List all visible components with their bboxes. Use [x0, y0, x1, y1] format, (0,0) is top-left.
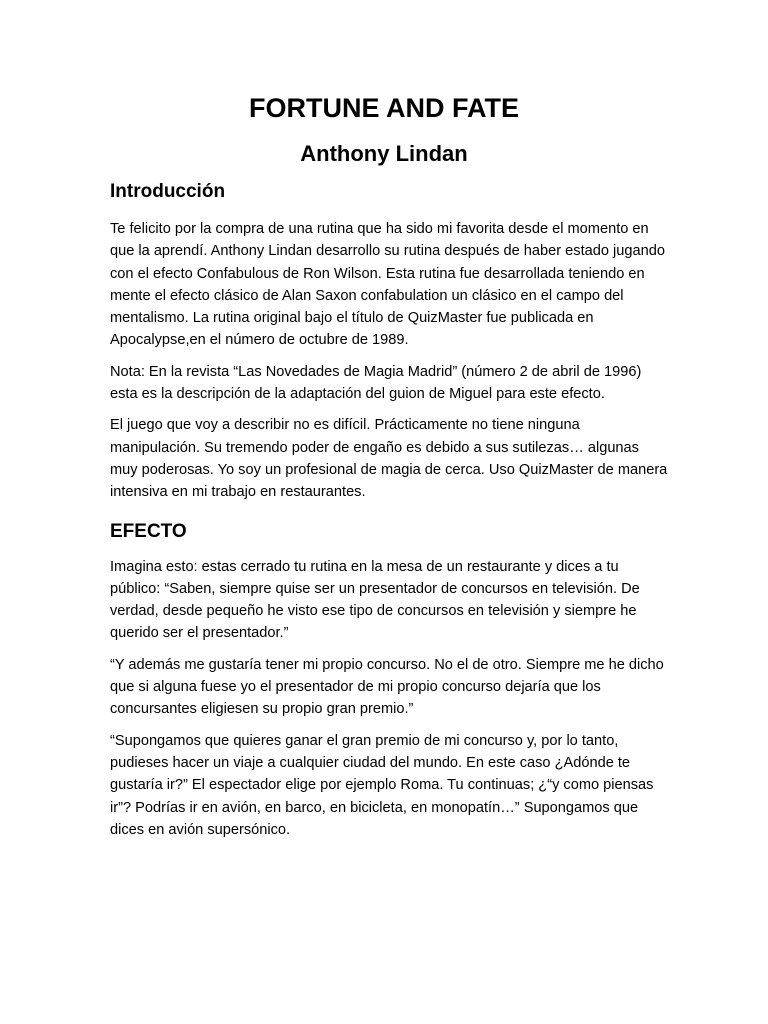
section-introduccion [110, 178, 670, 504]
document-body [110, 178, 670, 850]
document-title: FORTUNE AND FATE [249, 93, 519, 123]
paragraph: El juego que voy a describir no es difícil. Prácticamente no tiene ninguna manipulación. Su tremendo poder de engaño es debido a sus sutilezas… algunas muy poderosas. Yo soy un profesional de magia de cerca. Uso QuizMaster de manera intensiva en mi trabajo en restaurantes. [110, 417, 668, 501]
paragraph: “Supongamos que quieres ganar el gran premio de mi concurso y, por lo tanto, pudieses hacer un viaje a cualquier ciudad del mundo. En este caso ¿Adónde te gustaría ir?” El espectador elige por ejemplo Roma. Tu continuas; ¿“y como piensas ir”? Podrías ir en avión, en barco, en bicicleta, en monopatín…” Supongamos que dices en avión supersónico. [110, 732, 654, 838]
paragraph: “Y además me gustaría tener mi propio concurso. No el de otro. Siempre me he dicho que si alguna fuese yo el presentador de mi propio concurso dejaría que los concursantes eligiesen su propio gran premio.” [110, 656, 664, 718]
paragraph: Nota: En la revista “Las Novedades de Magia Madrid” (número 2 de abril de 1996) esta es la descripción de la adaptación del guion de Miguel para este efecto. [110, 363, 642, 403]
paragraph: Imagina esto: estas cerrado tu rutina en la mesa de un restaurante y dices a tu público: “Saben, siempre quise ser un presentador de concursos en televisión. De verdad, desde pequeño he visto ese tipo de concursos en televisión y siempre he querido ser el presentador.” [110, 558, 640, 642]
section-heading: EFECTO [110, 520, 187, 542]
section-heading: Introducción [110, 181, 226, 202]
section-efecto [110, 518, 670, 842]
paragraph: Te felicito por la compra de una rutina que ha sido mi favorita desde el momento en que la aprendí. Anthony Lindan desarrollo su rutina después de haber estado jugando con el efecto Confabulous de Ron Wilson. Esta rutina fue desarrollada teniendo en mente el efecto clásico de Alan Saxon confabulation un clásico en el campo del mentalismo. La rutina original bajo el título de QuizMaster fue publicada en Apocalypse,en el número de octubre de 1989. [110, 221, 665, 349]
document-author: Anthony Lindan [300, 141, 468, 166]
